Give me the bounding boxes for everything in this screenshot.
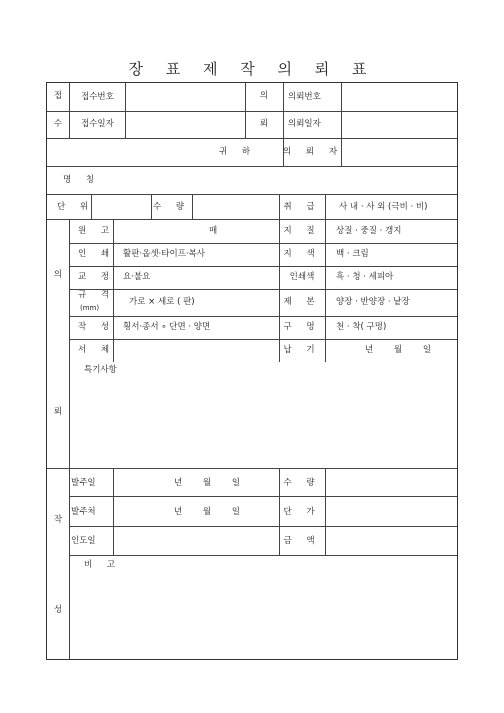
rule — [47, 166, 457, 167]
request-side-label: 뢰 — [259, 119, 269, 129]
rule — [69, 243, 457, 244]
deadline-value: 년 월 일 — [365, 345, 432, 355]
rule — [69, 266, 457, 267]
reception-number-label: 접수번호 — [81, 92, 114, 102]
reception-date-label: 접수일자 — [81, 119, 114, 129]
notes-label: 비 고 — [84, 560, 122, 570]
rule — [279, 219, 280, 362]
supplier-value: 년 월 일 — [174, 507, 241, 517]
rule — [47, 219, 457, 220]
size-value: 가로 × 세로 ( 판) — [129, 297, 195, 307]
rule — [325, 194, 326, 219]
addressee-label: 귀 하 — [219, 147, 257, 157]
rule — [113, 468, 114, 555]
quantity-label: 수 량 — [152, 202, 191, 212]
production-section-label: 성 — [53, 605, 63, 615]
composition-label: 작 성 — [78, 322, 116, 332]
ink-color-value: 흑 · 청 · 세피아 — [336, 272, 394, 282]
amount-label: 금 액 — [283, 536, 321, 546]
proofreading-label: 교 정 — [78, 272, 116, 282]
rule — [47, 138, 457, 139]
requester-label: 의 뢰 자 — [283, 147, 344, 157]
request-section-label: 의 — [53, 270, 63, 280]
order-date-value: 년 월 일 — [174, 478, 241, 488]
rule — [283, 83, 284, 138]
manuscript-label: 원 고 — [78, 226, 116, 236]
rule — [325, 219, 326, 362]
production-quantity-label: 수 량 — [283, 478, 321, 488]
hole-label: 구 멍 — [283, 322, 321, 332]
hole-value: 천 · 착( 구멍) — [336, 322, 387, 332]
binding-value: 양장 · 반양장 · 낱장 — [336, 297, 410, 307]
ink-color-label: 인쇄색 — [289, 272, 315, 282]
request-date-label: 의뢰일자 — [288, 119, 321, 129]
rule — [69, 219, 70, 468]
paper-quality-label: 지 질 — [283, 226, 321, 236]
printing-label: 인 쇄 — [78, 249, 116, 259]
remarks-label: 특기사항 — [84, 365, 117, 375]
rule — [325, 468, 326, 555]
binding-label: 제 본 — [283, 297, 321, 307]
production-request-form — [46, 82, 458, 660]
name-label: 명 칭 — [63, 175, 101, 185]
rule — [69, 289, 457, 290]
rule — [47, 468, 457, 469]
paper-quality-value: 상질 · 중질 · 갱지 — [336, 226, 402, 236]
rule — [47, 111, 457, 112]
order-date-label: 발주일 — [71, 478, 96, 488]
rule — [341, 83, 342, 138]
unit-price-label: 단 가 — [283, 507, 321, 517]
rule — [69, 468, 70, 659]
size-unit: (mm) — [80, 304, 100, 312]
request-side-label: 의 — [259, 91, 269, 101]
rule — [69, 83, 70, 138]
handling-label: 취 급 — [283, 202, 321, 212]
manuscript-value: 매 — [209, 226, 218, 236]
printing-value: 활판·옵셋·타이프·복사 — [123, 249, 206, 259]
request-number-label: 의뢰번호 — [288, 92, 321, 102]
deadline-label: 납 기 — [283, 345, 321, 355]
paper-color-label: 지 색 — [283, 249, 321, 259]
reception-side-label: 수 — [53, 119, 63, 129]
typeface-label: 서 체 — [78, 345, 116, 355]
delivery-date-label: 인도일 — [71, 536, 96, 546]
composition-value: 횡서·종서 ∘ 단면 · 양면 — [123, 322, 211, 332]
paper-color-value: 백 · 크림 — [336, 249, 369, 259]
handling-options: 사 내 · 사 외 (극비 · 비) — [339, 202, 428, 212]
form-title: 장 표 제 작 의 뢰 표 — [128, 60, 376, 78]
reception-side-label: 접 — [53, 91, 63, 101]
supplier-label: 발주처 — [71, 507, 96, 517]
size-label: 규 격 — [78, 290, 116, 300]
proofreading-value: 요·불요 — [123, 272, 151, 282]
rule — [192, 194, 193, 219]
request-section-label: 뢰 — [53, 407, 63, 417]
rule — [69, 526, 457, 527]
rule — [69, 555, 457, 556]
rule — [47, 194, 457, 195]
production-section-label: 작 — [53, 515, 63, 525]
rule — [69, 496, 457, 497]
unit-label: 단 위 — [57, 202, 95, 212]
rule — [69, 316, 457, 317]
rule — [125, 83, 126, 138]
rule — [69, 339, 457, 340]
